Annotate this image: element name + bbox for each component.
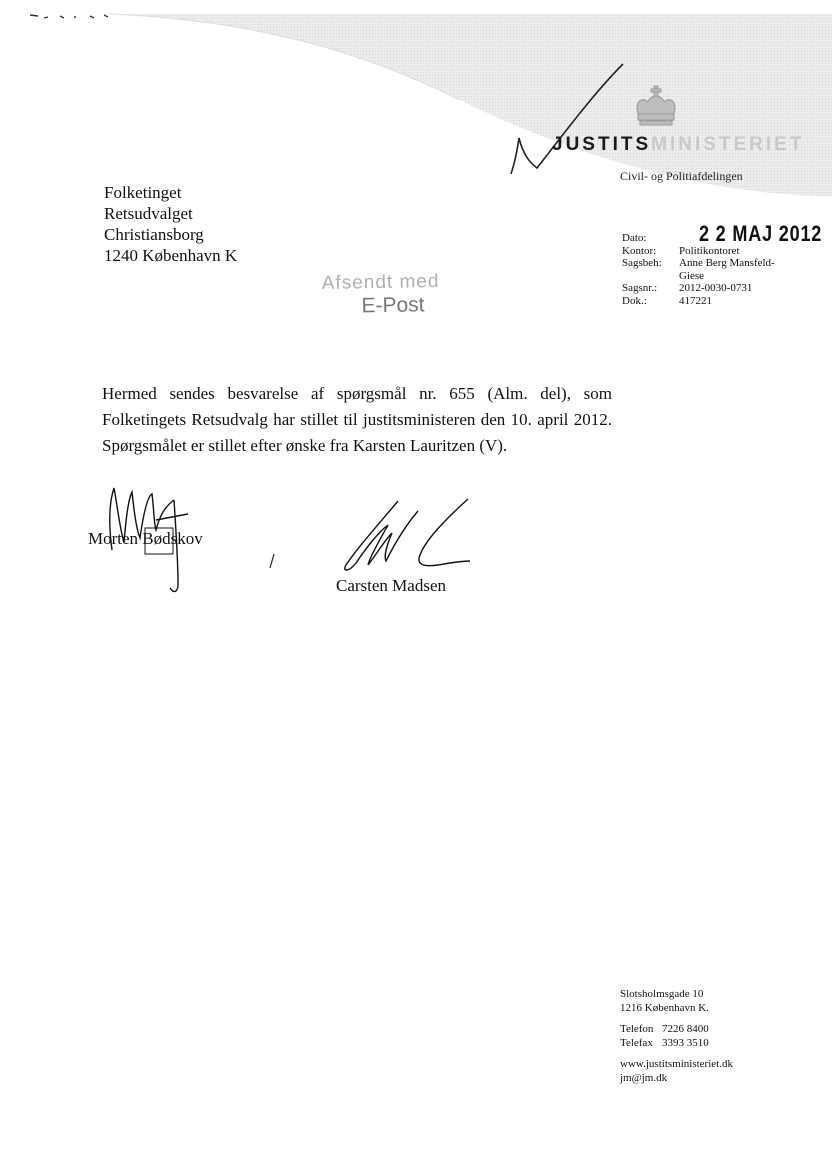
brand-name (552, 134, 804, 156)
signature-stroke-icon (505, 62, 635, 182)
case-value: 2012-0030-0731 (679, 282, 753, 294)
recipient-line: 1240 København K (104, 246, 238, 265)
phone-label: Telefon (620, 1023, 654, 1035)
recipient-line: Folketinget (104, 183, 182, 202)
handler-value: Anne Berg Mansfeld-Giese (679, 257, 775, 282)
handwritten-signature-right (328, 495, 478, 580)
letter-body: Hermed sendes besvarelse af spørgsmål nr. 655 (Alm. del), som Folketingets Retsudvalg har stillet til justitsministeren den 10. april 2012. Spørgsmålet er stillet efter ønske fra Karsten Lauritzen (V). (102, 384, 612, 455)
stamp-line2: E-Post (361, 293, 425, 318)
doc-label: Dok.: (622, 294, 647, 307)
brand-part2: MINISTERIET (651, 134, 805, 155)
date-stamp: 2 2 MAJ 2012 (699, 221, 823, 246)
footer-address-line1: Slotsholmsgade 10 (620, 988, 704, 1000)
signatory-right-name: Carsten Madsen (336, 576, 447, 595)
date-label: Dato: (622, 232, 647, 244)
email-link[interactable]: jm@jm.dk (620, 1071, 668, 1084)
slash-mark (268, 553, 276, 569)
office-value: Politikontoret (679, 244, 740, 257)
department: Civil- og Politiafdelingen (620, 169, 743, 183)
crown-icon (632, 84, 682, 130)
fax-value: 3393 3510 (662, 1036, 709, 1049)
recipient-line: Retsudvalget (104, 204, 193, 223)
brand-part1: JUSTITS (552, 134, 652, 155)
handler-label: Sagsbeh: (622, 257, 662, 269)
document-metadata (622, 232, 799, 307)
office-label: Kontor: (622, 244, 657, 257)
case-label: Sagsnr.: (622, 282, 658, 294)
phone-value: 7226 8400 (662, 1023, 709, 1035)
website-link[interactable]: www.justitsministeriet.dk (620, 1058, 733, 1070)
recipient-address (104, 182, 237, 266)
doc-value: 417221 (679, 294, 712, 307)
stamp-line1: Afsendt med (321, 270, 440, 295)
scan-artifact (30, 12, 120, 26)
recipient-line: Christiansborg (104, 225, 204, 244)
sent-stamp (322, 271, 440, 319)
footer-contact (620, 988, 733, 1085)
footer-address-line2: 1216 København K. (620, 1001, 709, 1014)
fax-label: Telefax (620, 1036, 653, 1049)
signatory-left-name: Morten Bødskov (88, 529, 203, 548)
